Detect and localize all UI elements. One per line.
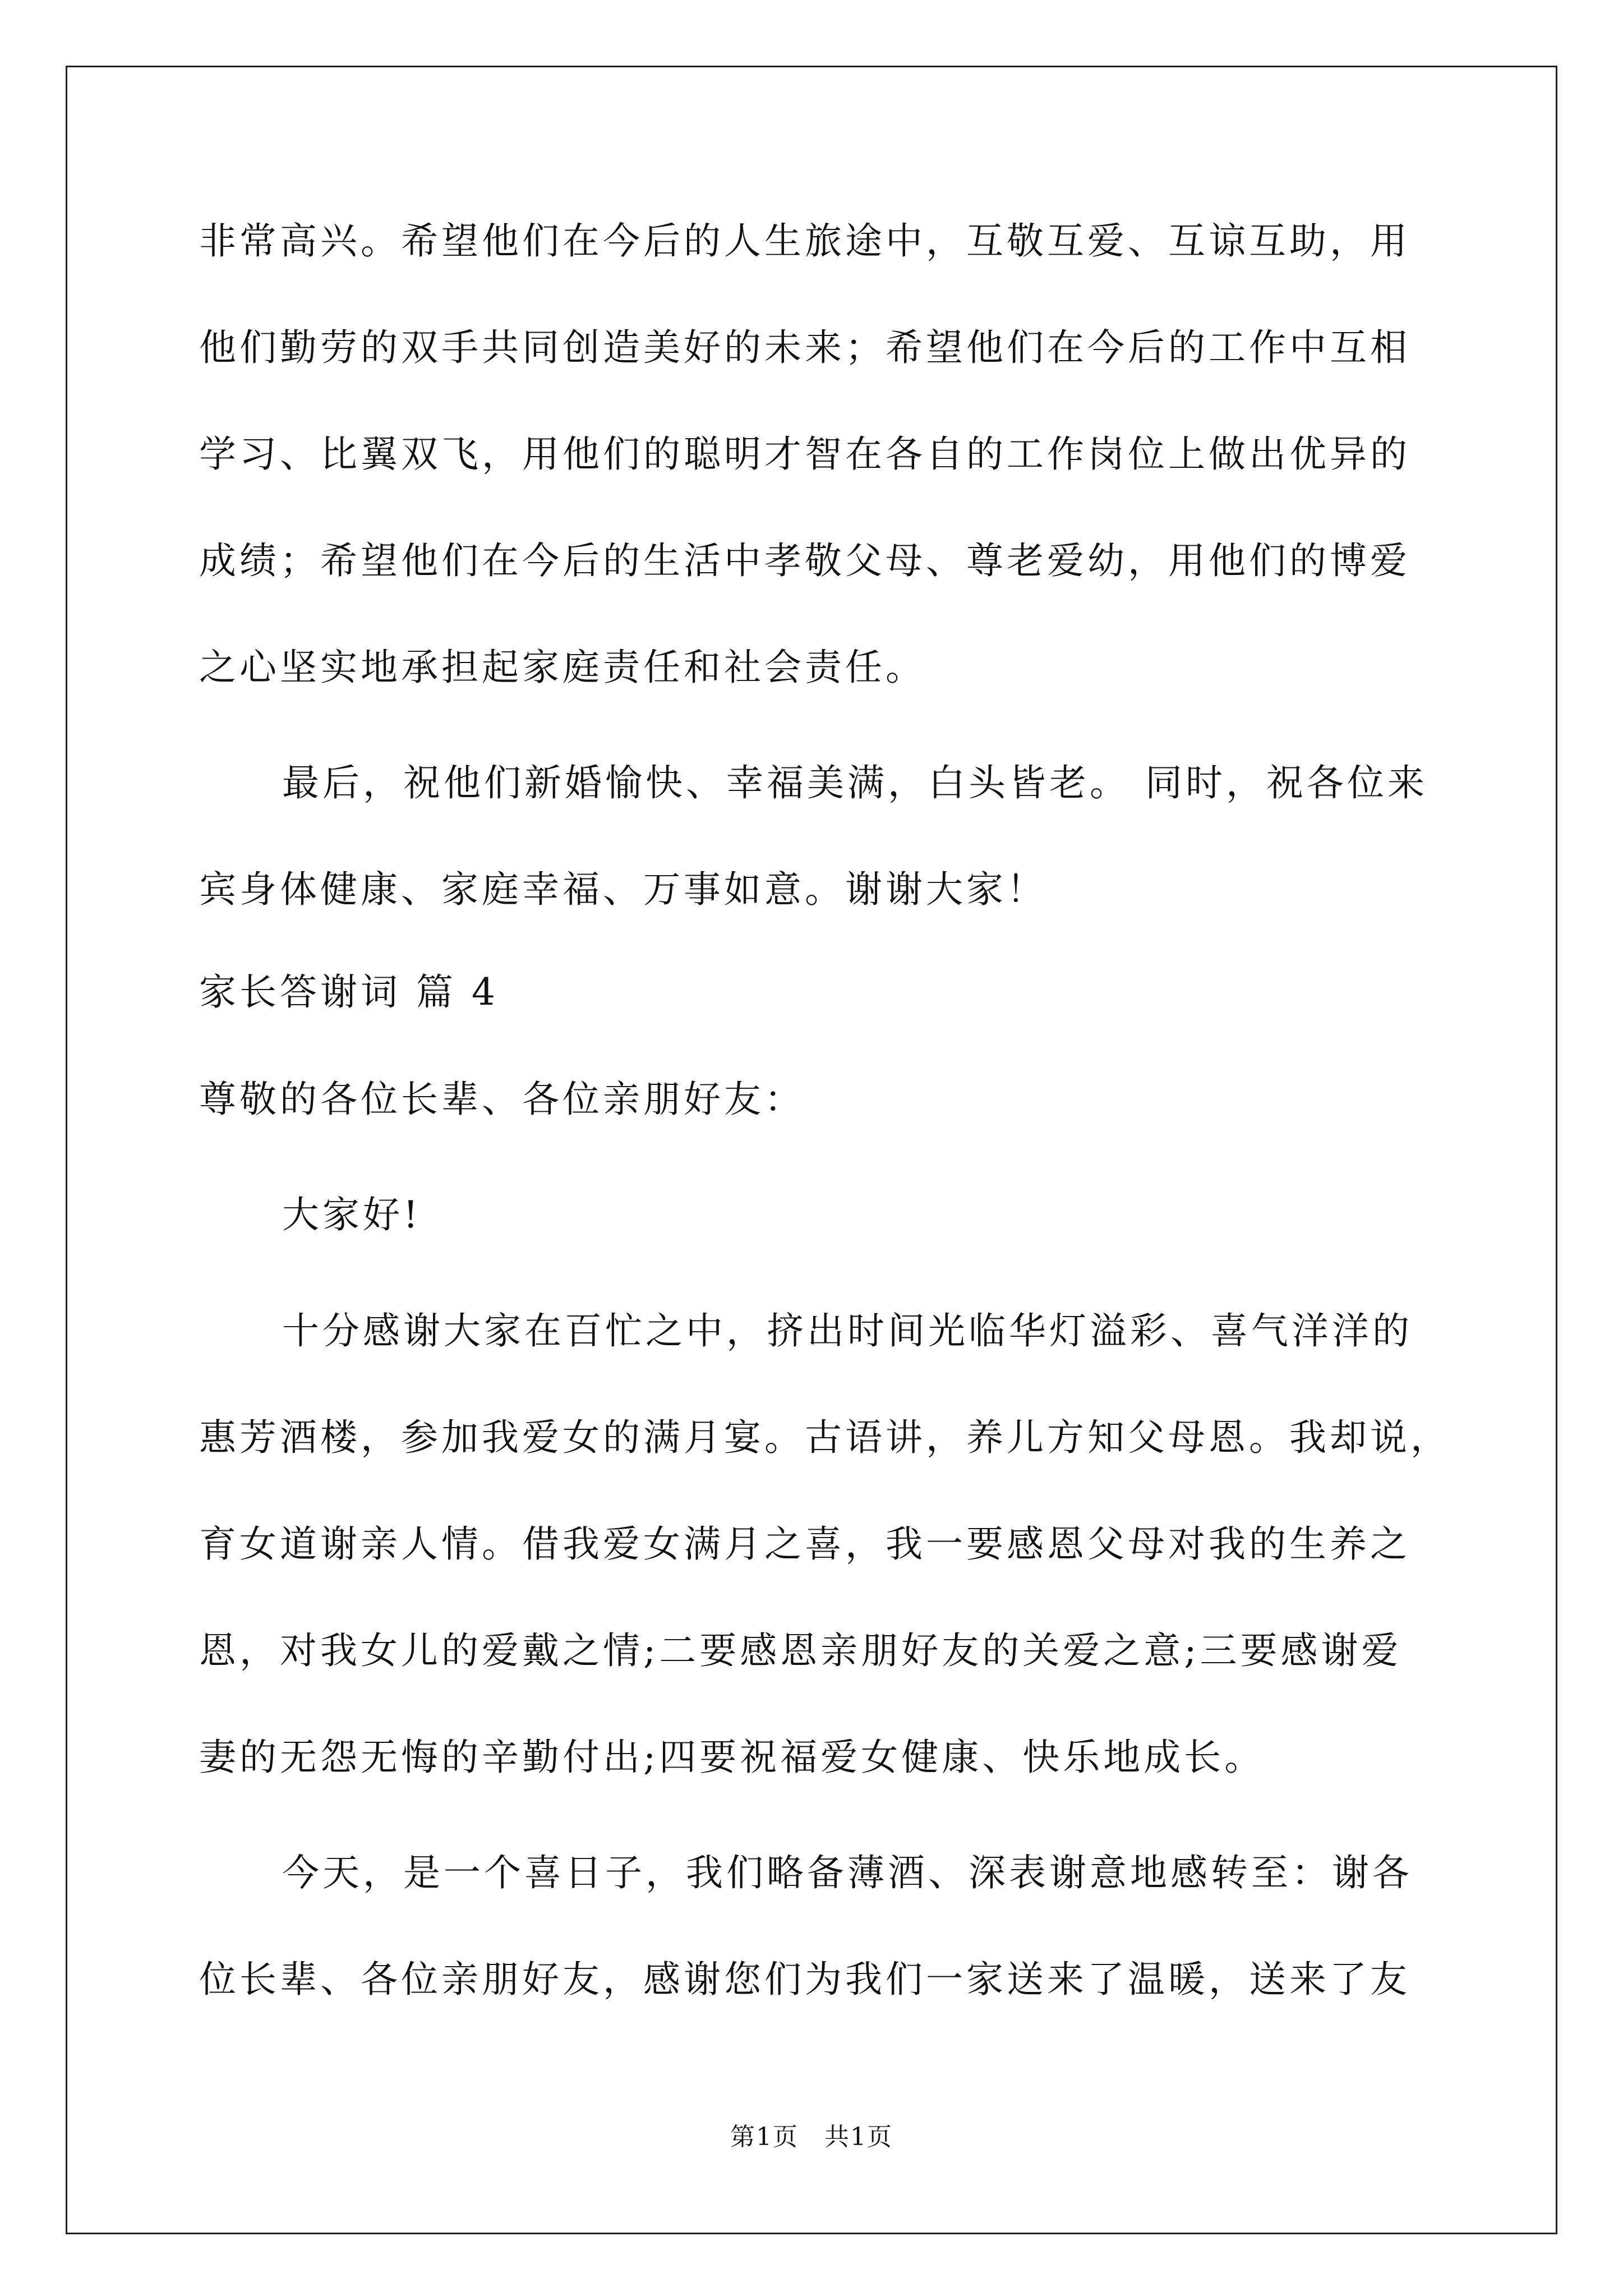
body-text-line: 惠芳酒楼，参加我爱女的满月宴。古语讲，养儿方知父母恩。我却说， <box>199 1416 1451 1459</box>
body-text-line: 成绩；希望他们在今后的生活中孝敬父母、尊老爱幼，用他们的博爱 <box>199 539 1410 582</box>
salutation: 尊敬的各位长辈、各位亲朋好友： <box>199 1078 805 1121</box>
body-text-line: 宾身体健康、家庭幸福、万事如意。谢谢大家！ <box>199 868 1047 911</box>
body-text-line: 位长辈、各位亲朋好友，感谢您们为我们一家送来了温暖，送来了友 <box>199 1958 1410 2001</box>
body-text-line: 最后，祝他们新婚愉快、幸福美满，白头皆老。 同时，祝各位来 <box>282 761 1428 804</box>
body-text-line: 十分感谢大家在百忙之中，挤出时间光临华灯溢彩、喜气洋洋的 <box>282 1309 1413 1352</box>
page-border <box>66 66 1557 2234</box>
body-text-line: 他们勤劳的双手共同创造美好的未来；希望他们在今后的工作中互相 <box>199 326 1410 369</box>
body-text-line: 非常高兴。希望他们在今后的人生旅途中，互敬互爱、互谅互助，用 <box>199 219 1410 263</box>
greeting: 大家好! <box>282 1193 422 1236</box>
body-text-line: 今天，是一个喜日子，我们略备薄酒、深表谢意地感转至：谢各 <box>282 1851 1413 1894</box>
body-text-line: 育女道谢亲人情。借我爱女满月之喜，我一要感恩父母对我的生养之 <box>199 1522 1410 1566</box>
section-heading: 家长答谢词 篇 4 <box>199 970 499 1014</box>
page-number-footer: 第1页 共1页 <box>730 2123 893 2151</box>
body-text-line: 之心坚实地承担起家庭责任和社会责任。 <box>199 646 926 689</box>
body-text-line: 妻的无怨无悔的辛勤付出;四要祝福爱女健康、快乐地成长。 <box>199 1736 1265 1779</box>
body-text-line: 恩，对我女儿的爱戴之情;二要感恩亲朋好友的关爱之意;三要感谢爱 <box>199 1629 1402 1672</box>
body-text-line: 学习、比翼双飞，用他们的聪明才智在各自的工作岗位上做出优异的 <box>199 432 1410 476</box>
